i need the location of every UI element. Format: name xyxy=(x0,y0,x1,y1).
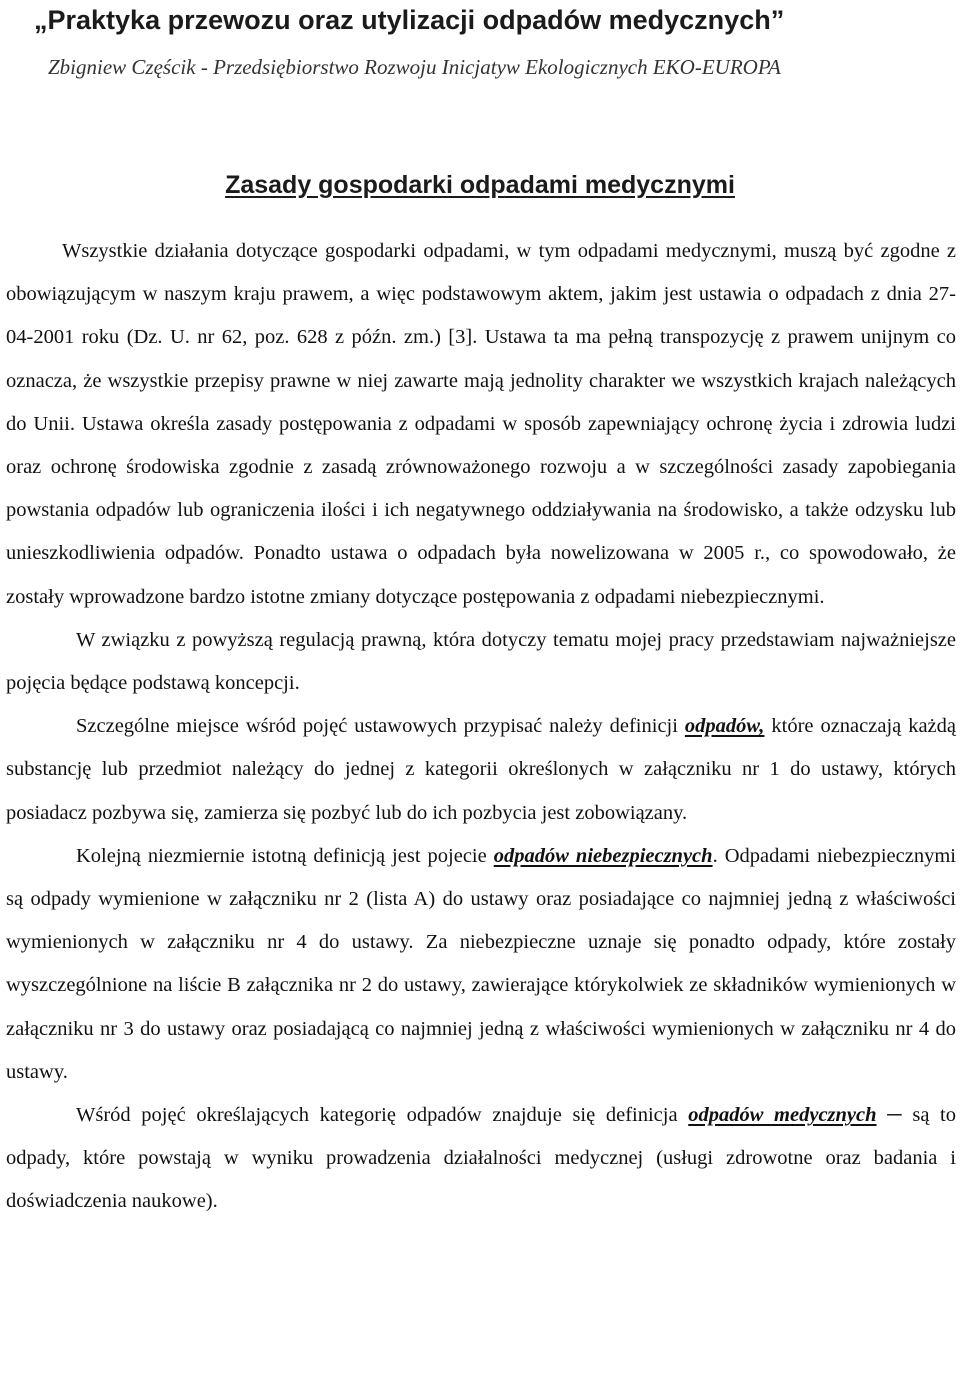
defined-term-waste: odpadów, xyxy=(684,715,765,738)
paragraph-hazardous-waste-definition xyxy=(6,835,956,1094)
paragraph-text: ─ są to odpady, które powstają w wyniku prowadzenia działalności medycznej (usługi zdrowotne oraz badania i doświadczenia naukowe). xyxy=(6,1104,957,1213)
paragraph-medical-waste-definition xyxy=(6,1094,956,1224)
paragraph-text: Wśród pojęć określających kategorię odpadów znajduje się definicja xyxy=(76,1104,689,1127)
paragraph-text: Szczególne miejsce wśród pojęć ustawowych przypisać należy definicji xyxy=(76,715,685,738)
paragraph-waste-definition xyxy=(6,705,956,835)
paragraph-text: Kolejną niezmiernie istotną definicją jest pojecie xyxy=(76,844,494,867)
paragraph-text: które oznaczają każdą substancję lub przedmiot należący do jednej z kategorii określonych w załączniku nr 1 do ustawy, których posiadacz pozbywa się, zamierza się pozbyć lub do ich pozbycia jest zobowiązany. xyxy=(6,715,956,824)
paragraph-text: . Odpadami niebezpiecznymi są odpady wymienione w załączniku nr 2 (lista A) do ustawy oraz posiadające co najmniej jedną z właściwości wymienionych w załączniku nr 4 do ustawy. Za niebezpieczne uznaje się ponadto odpady, które zostały wyszczególnione na liście B załącznika nr 2 do ustawy, zawierające którykolwiek ze składników wymienionych w załączniku nr 3 do ustawy oraz posiadającą co najmniej jedną z właściwości wymienionych w załączniku nr 4 do ustawy. xyxy=(6,844,956,1083)
section-heading: Zasady gospodarki odpadami medycznymi xyxy=(225,171,735,199)
document-subtitle: Zbigniew Częścik - Przedsiębiorstwo Rozwoju Inicjatyw Ekologicznych EKO-EUROPA xyxy=(48,55,781,79)
body-text xyxy=(6,230,956,1224)
document-title: „Praktyka przewozu oraz utylizacji odpadów medycznych” xyxy=(34,5,785,35)
defined-term-hazardous-waste: odpadów niebezpiecznych xyxy=(493,844,713,867)
defined-term-medical-waste: odpadów medycznych xyxy=(688,1104,877,1127)
paragraph-legal-basis: Wszystkie działania dotyczące gospodarki odpadami, w tym odpadami medycznymi, muszą być zgodne z obowiązującym w naszym kraju prawem, a więc podstawowym aktem, jakim jest ustawia o odpadach z dnia 27-04-2001 roku (Dz. U. nr 62, poz. 628 z późn. zm.) [3]. Ustawa ta ma pełną transpozycję z prawem unijnym co oznacza, że wszystkie przepisy prawne w niej zawarte mają jednolity charakter we wszystkich krajach należących do Unii. Ustawa określa zasady postępowania z odpadami w sposób zapewniający ochronę życia i zdrowia ludzi oraz ochronę środowiska zgodnie z zasadą zrównoważonego rozwoju a w szczególności zasady zapobiegania powstania odpadów lub ograniczenia ilości i ich negatywnego oddziaływania na środowisko, a także odzysku lub unieszkodliwienia odpadów. Ponadto ustawa o odpadach była nowelizowana w 2005 r., co spowodowało, że zostały wprowadzone bardzo istotne zmiany dotyczące postępowania z odpadami niebezpiecznymi. xyxy=(6,240,956,608)
paragraph-introduction: W związku z powyższą regulacją prawną, która dotyczy tematu mojej pracy przedstawiam najważniejsze pojęcia będące podstawą koncepcji. xyxy=(6,628,956,695)
